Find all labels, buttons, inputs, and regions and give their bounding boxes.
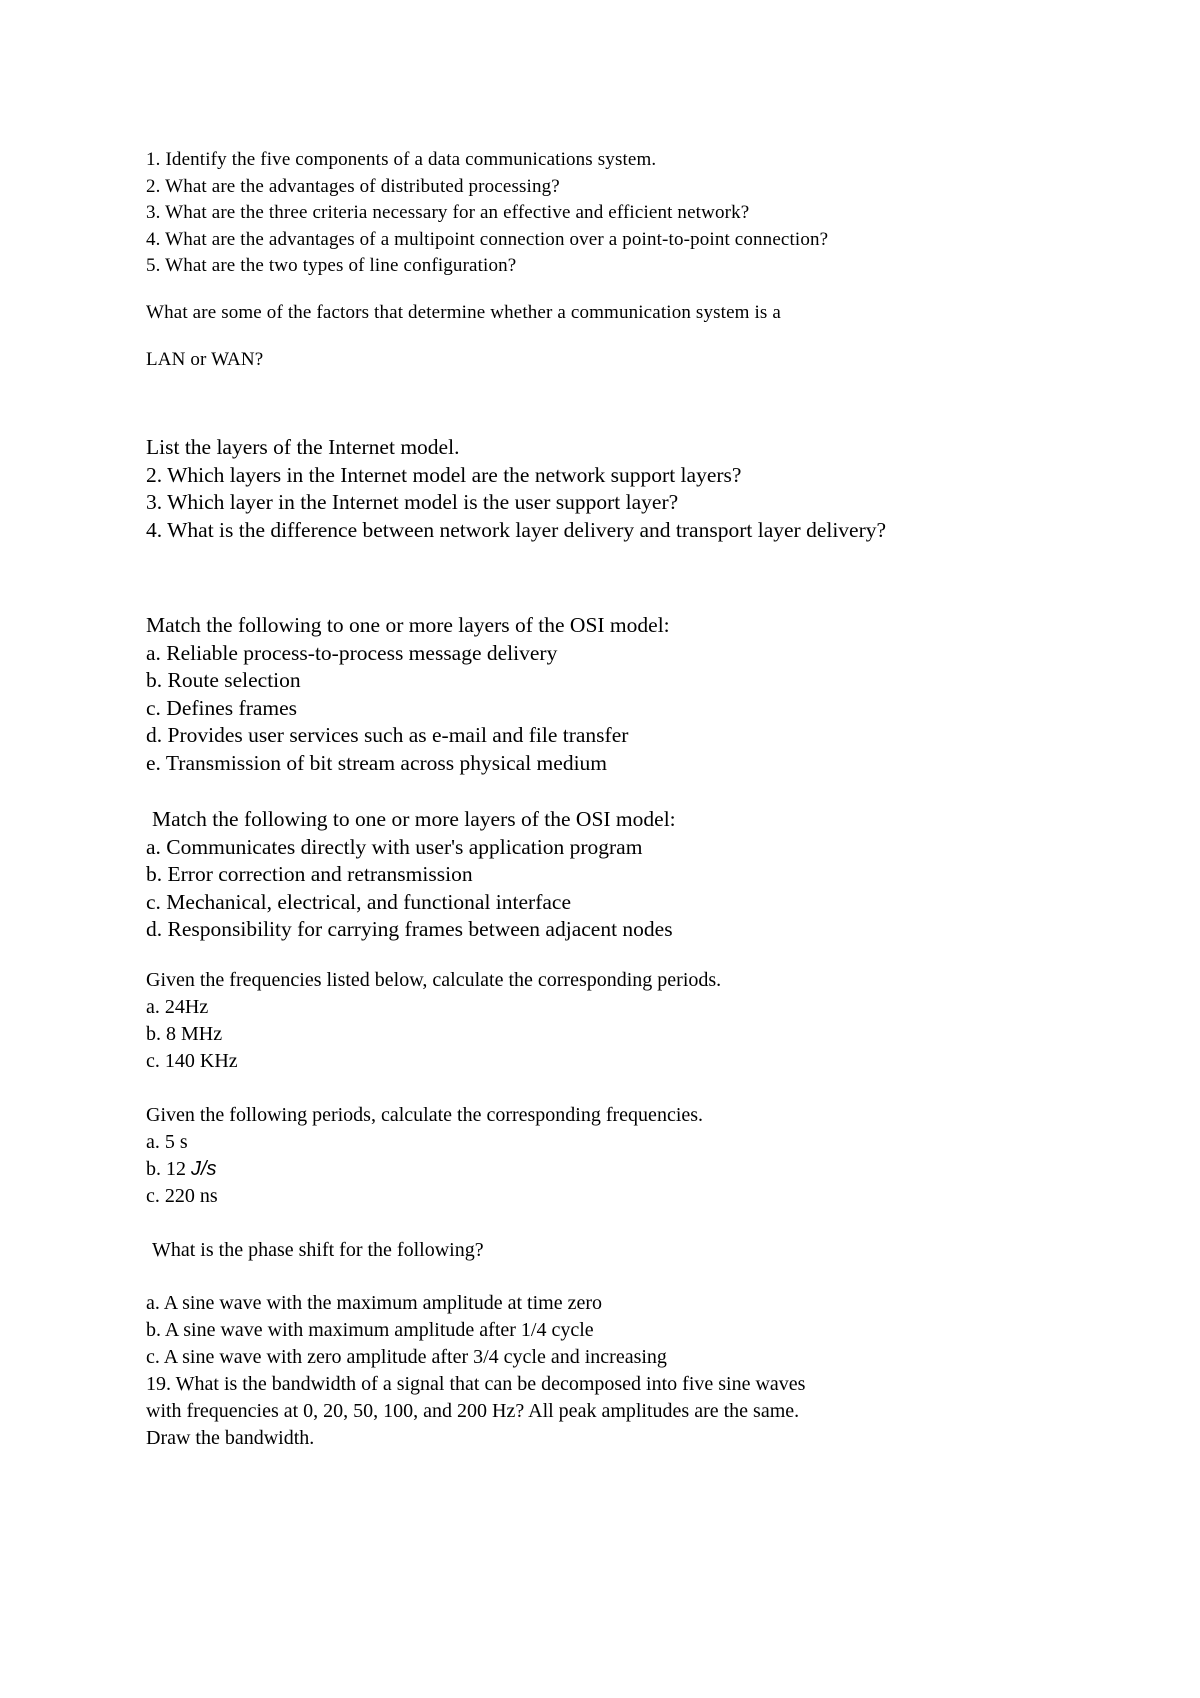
question-3: 3. What are the three criteria necessary for an effective and efficient network?	[146, 202, 750, 223]
lan-wan-question-line-1: What are some of the factors that determine whether a communication system is a	[146, 302, 781, 323]
period-to-frequency-question	[146, 1102, 703, 1210]
question-1: 1. Identify the five components of a data communications system.	[146, 149, 657, 170]
osi-matching-item-b: b. Route selection	[146, 668, 301, 692]
lan-wan-question	[146, 300, 781, 327]
phase-shift-item-a: a. A sine wave with the maximum amplitude at time zero	[146, 1292, 602, 1314]
phase-shift-question-list	[146, 1290, 805, 1452]
period-item-a: a. 5 s	[146, 1131, 188, 1153]
phase-shift-heading: What is the phase shift for the following?	[152, 1239, 484, 1261]
period-item-c: c. 220 ns	[146, 1185, 218, 1207]
frequency-to-period-question	[146, 967, 721, 1075]
internet-model-question-1: List the layers of the Internet model.	[146, 435, 460, 459]
internet-model-questions	[146, 434, 886, 544]
osi-matching-2-item-c: c. Mechanical, electrical, and functional interface	[146, 889, 571, 914]
osi-matching-heading-2: Match the following to one or more layers of the OSI model:	[152, 807, 676, 831]
frequency-item-b: b. 8 MHz	[146, 1023, 223, 1045]
osi-matching-heading-1: Match the following to one or more layers of the OSI model:	[146, 613, 670, 637]
period-item-b-value: b. 12	[146, 1158, 191, 1180]
osi-matching-list-2	[146, 806, 676, 944]
internet-model-question-4: 4. What is the difference between network layer delivery and transport layer delivery?	[146, 517, 887, 542]
bandwidth-question-line-2: with frequencies at 0, 20, 50, 100, and 200 Hz? All peak amplitudes are the same.	[146, 1400, 800, 1422]
osi-matching-item-c: c. Defines frames	[146, 695, 298, 720]
osi-matching-list-1	[146, 612, 670, 777]
frequency-item-a: a. 24Hz	[146, 996, 209, 1018]
osi-matching-2-item-b: b. Error correction and retransmission	[146, 862, 473, 886]
phase-shift-item-b: b. A sine wave with maximum amplitude after 1/4 cycle	[146, 1319, 594, 1341]
lan-wan-question-line-2: LAN or WAN?	[146, 349, 264, 370]
review-questions-list	[146, 147, 828, 280]
question-4: 4. What are the advantages of a multipoint connection over a point-to-point connection?	[146, 228, 829, 250]
period-item-b	[146, 1156, 703, 1183]
frequency-item-c: c. 140 KHz	[146, 1050, 238, 1072]
lan-wan-question-continued	[146, 347, 263, 374]
phase-shift-item-c: c. A sine wave with zero amplitude after 3/4 cycle and increasing	[146, 1346, 667, 1368]
period-question-heading: Given the following periods, calculate the corresponding frequencies.	[146, 1104, 704, 1126]
internet-model-question-2: 2. Which layers in the Internet model are the network support layers?	[146, 462, 742, 487]
bandwidth-question-line-1: 19. What is the bandwidth of a signal that can be decomposed into five sine waves	[146, 1373, 806, 1395]
osi-matching-2-item-a: a. Communicates directly with user's application program	[146, 834, 643, 859]
question-2: 2. What are the advantages of distributed processing?	[146, 175, 560, 197]
bandwidth-question-line-3: Draw the bandwidth.	[146, 1427, 315, 1449]
frequency-question-heading: Given the frequencies listed below, calculate the corresponding periods.	[146, 969, 722, 991]
internet-model-question-3: 3. Which layer in the Internet model is the user support layer?	[146, 490, 679, 514]
period-item-b-unit: J/s	[191, 1158, 217, 1180]
osi-matching-2-item-d: d. Responsibility for carrying frames between adjacent nodes	[146, 917, 673, 941]
phase-shift-question-heading	[146, 1237, 484, 1264]
question-5: 5. What are the two types of line configuration?	[146, 255, 517, 276]
osi-matching-item-d: d. Provides user services such as e-mail and file transfer	[146, 723, 629, 747]
osi-matching-item-e: e. Transmission of bit stream across physical medium	[146, 750, 608, 775]
osi-matching-item-a: a. Reliable process-to-process message delivery	[146, 640, 558, 665]
